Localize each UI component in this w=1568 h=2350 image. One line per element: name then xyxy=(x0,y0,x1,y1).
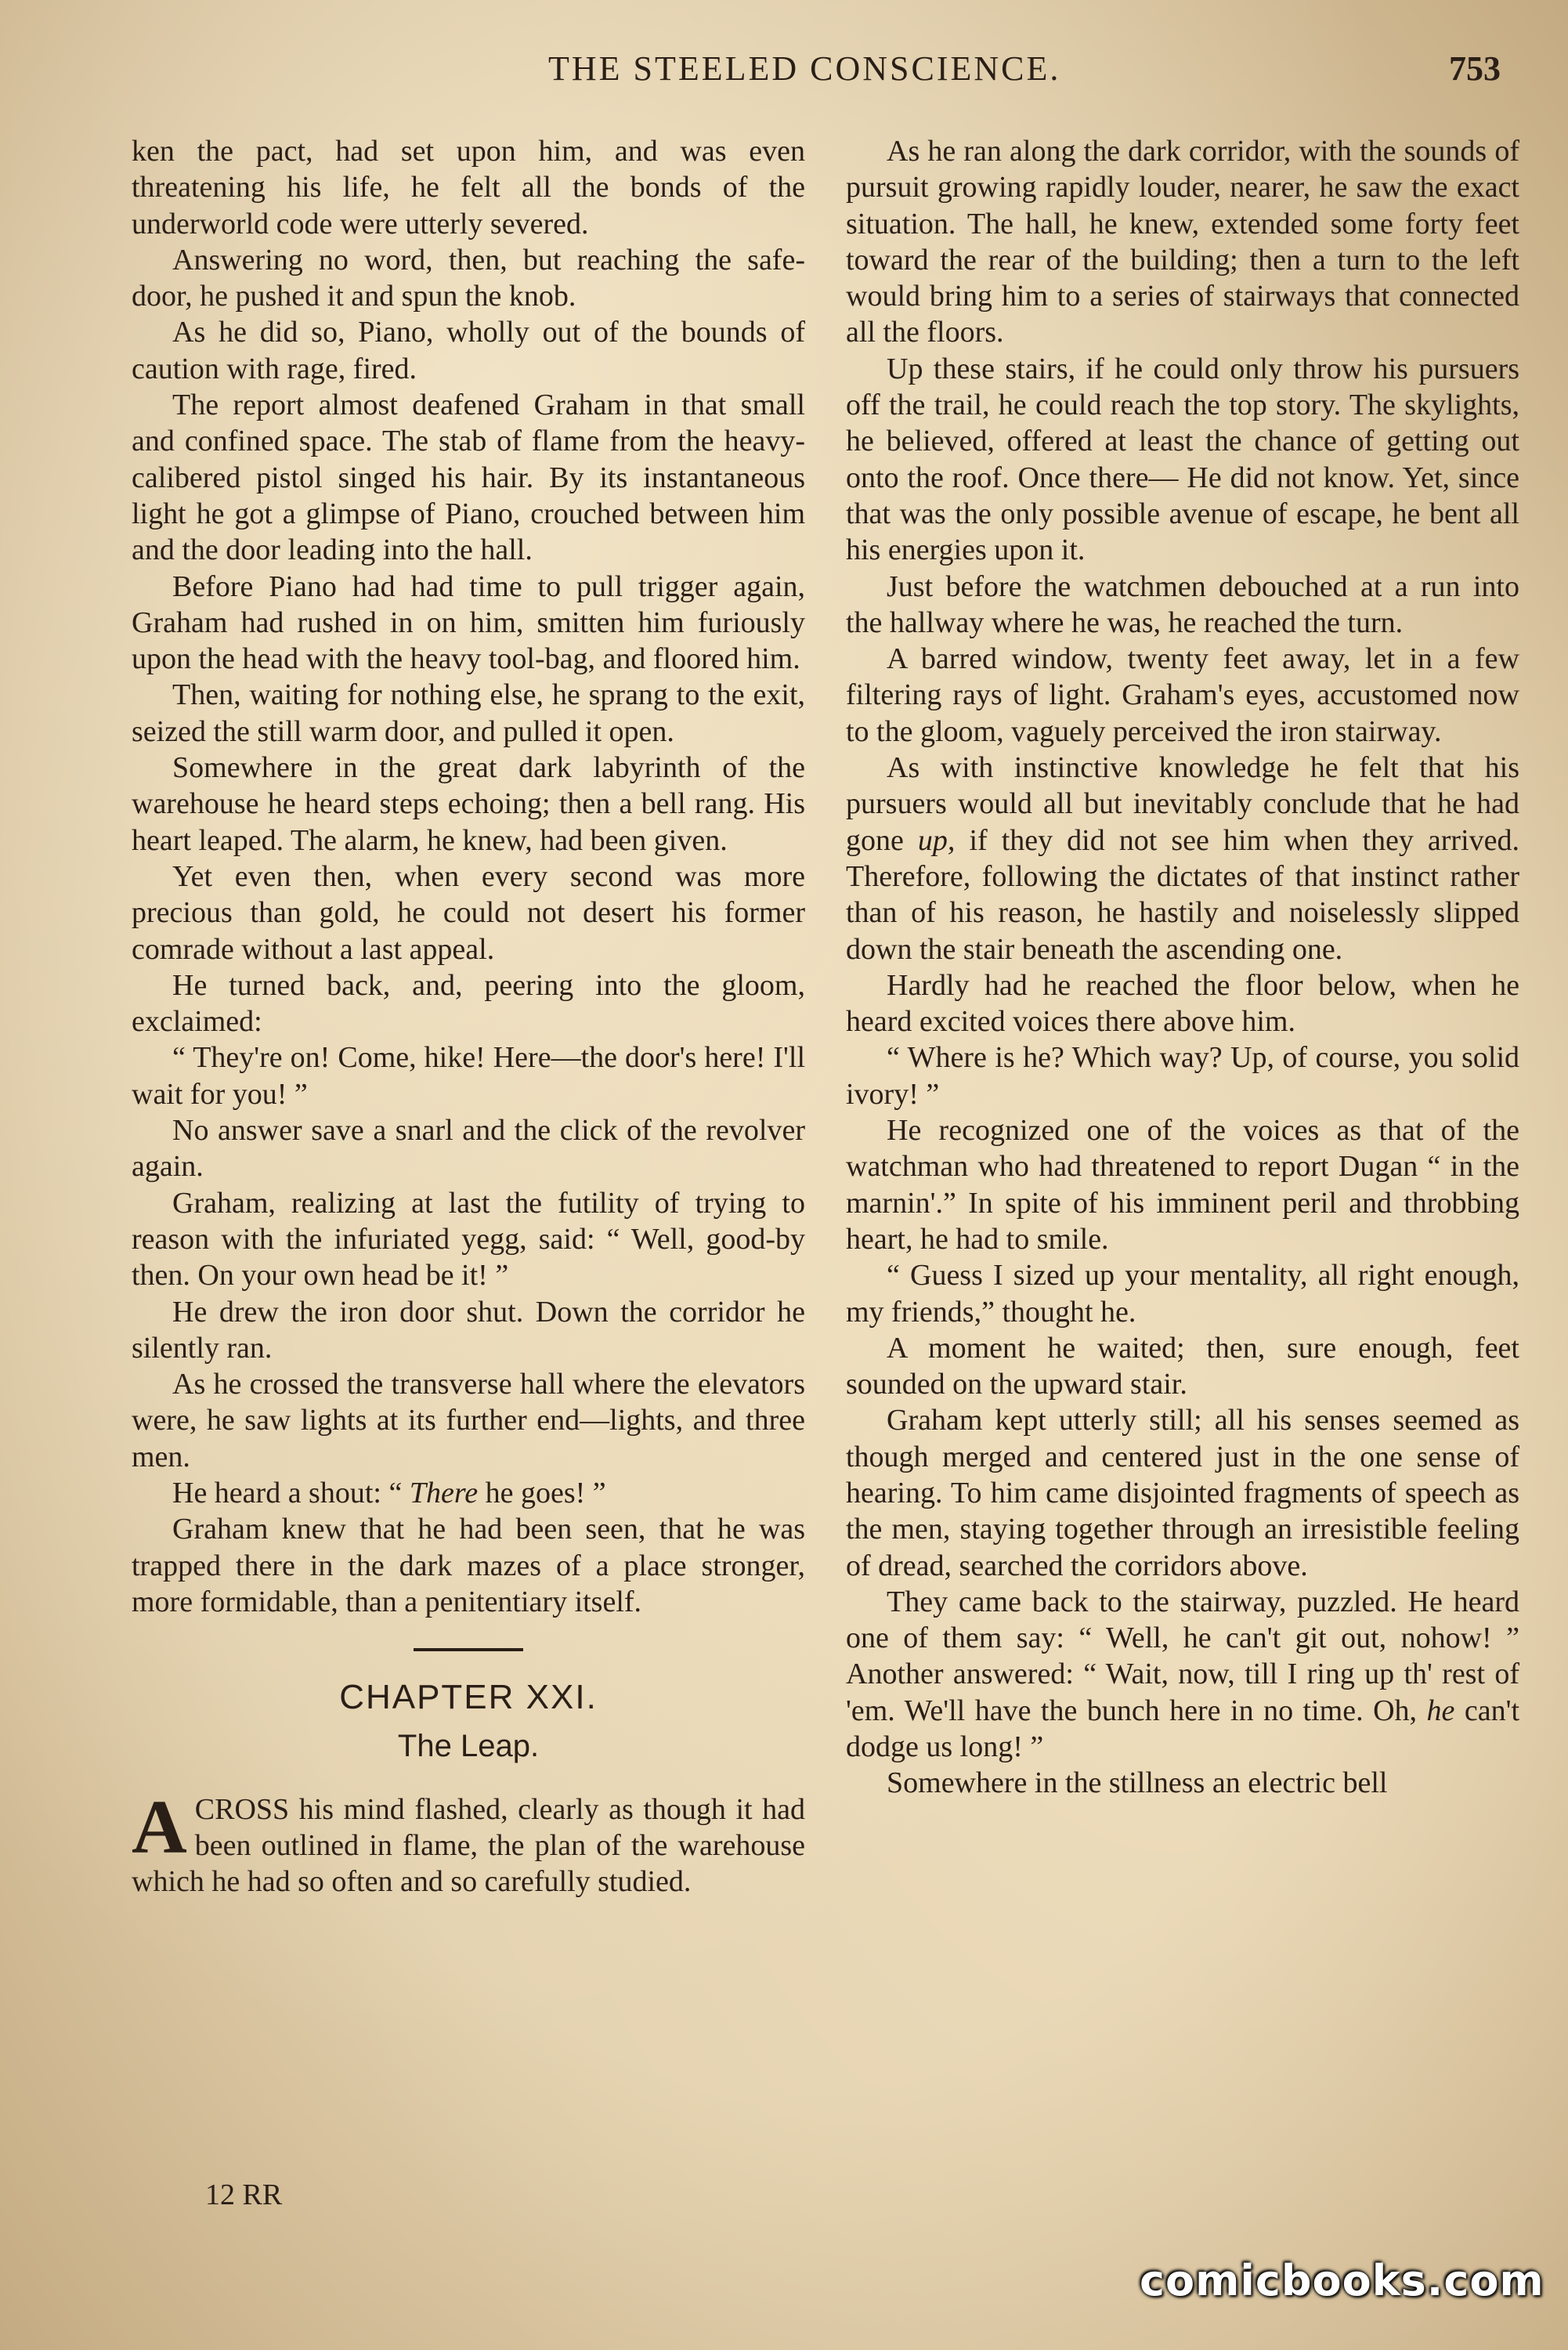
text-run: He heard a shout: “ xyxy=(172,1476,410,1509)
paragraph: Somewhere in the stillness an electric bell xyxy=(887,1766,1388,1800)
paragraph: Answering no word, then, but reaching the safe-door, he pushed it and spun the knob. xyxy=(132,243,805,313)
paragraph: He drew the iron door shut. Down the corridor he silently ran. xyxy=(132,1295,805,1365)
text-run: if they did not see him when they arrived. Therefore, following the dictates of that instinct rather than of his reason, he hastily and noiselessly slipped down the stair beneath the ascending one. xyxy=(846,823,1520,966)
paragraph: Graham knew that he had been seen, that he was trapped there in the dark mazes of a place stronger, more formidable, than a penitentiary itself. xyxy=(132,1513,805,1618)
paragraph: ken the pact, had set upon him, and was even threatening his life, he felt all the bonds of the underworld code were utterly severed. xyxy=(132,135,805,240)
paragraph: A barred window, twenty feet away, let in a few filtering rays of light. Graham's eyes, accustomed now to the gloom, vaguely perceived the iron stairway. xyxy=(846,642,1519,748)
chapter-title: The Leap. xyxy=(397,1729,540,1764)
paragraph: Then, waiting for nothing else, he sprang to the exit, seized the still warm door, and pulled it open. xyxy=(132,678,805,748)
paragraph: As he did so, Piano, wholly out of the bounds of caution with rage, fired. xyxy=(132,316,805,385)
paragraph: Yet even then, when every second was more precious than gold, he could not desert his former comrade without a last appeal. xyxy=(132,859,805,966)
chapter-heading: CHAPTER XXI. xyxy=(339,1678,598,1717)
left-column xyxy=(132,133,805,1900)
paragraph: As he ran along the dark corridor, with the sounds of pursuit growing rapidly louder, nearer, he saw the exact situation. The hall, he knew, extended some forty feet toward the rear of the building; then a turn to the left would bring him to a series of stairways that connected all the floors. xyxy=(846,135,1519,349)
dialogue-paragraph: “ They're on! Come, hike! Here—the door's here! I'll wait for you! ” xyxy=(132,1041,805,1111)
watermark: comicbooks.com xyxy=(1140,2256,1545,2305)
right-column xyxy=(846,133,1519,1802)
paragraph: He turned back, and, peering into the gloom, exclaimed: xyxy=(132,968,805,1039)
paragraph: A moment he waited; then, sure enough, feet sounded on the upward stair. xyxy=(846,1331,1519,1401)
text-run: he goes! ” xyxy=(478,1476,606,1509)
italic-text: he xyxy=(1426,1694,1455,1727)
drop-cap: A xyxy=(132,1784,187,1870)
paragraph: As he crossed the transverse hall where the elevators were, he saw lights at its further end—lights, and three men. xyxy=(132,1368,805,1473)
chapter-opening-paragraph xyxy=(132,1784,805,1900)
running-title: THE STEELED CONSCIENCE. xyxy=(548,49,1061,88)
running-head xyxy=(0,49,1568,103)
paragraph: Graham kept utterly still; all his senses seemed as though merged and centered just in the one sense of hearing. To him came disjointed fragments of speech as the men, staying together through an irresistible feeling of dread, searched the corridors above. xyxy=(846,1404,1519,1582)
text-run: As with instinctive knowledge he felt that his pursuers would all but inevitably conclude that he had gone xyxy=(846,751,1519,857)
dialogue-paragraph: “ Guess I sized up your mentality, all right enough, my friends,” thought he. xyxy=(846,1259,1519,1329)
page-number: 753 xyxy=(1449,49,1501,88)
italic-text: up, xyxy=(917,823,956,857)
paragraph: The report almost deafened Graham in that small and confined space. The stab of flame from the heavy-calibered pistol singed his hair. By its instantaneous light he got a glimpse of Piano, crouched between him and the door leading into the hall. xyxy=(132,389,805,567)
paragraph: Just before the watchmen debouched at a run into the hallway where he was, he reached the turn. xyxy=(846,569,1519,639)
paragraph: Somewhere in the great dark labyrinth of the warehouse he heard steps echoing; then a bell rang. His heart leaped. The alarm, he knew, had been given. xyxy=(132,751,805,857)
paragraph xyxy=(132,1475,805,1511)
paragraph: Before Piano had had time to pull trigger again, Graham had rushed in on him, smitten him furiously upon the head with the heavy tool-bag, and floored him. xyxy=(132,569,805,676)
paragraph: He recognized one of the voices as that of the watchman who had threatened to report Dugan “ in the marnin'.” In spite of his imminent peril and throbbing heart, he had to smile. xyxy=(846,1114,1519,1256)
section-divider xyxy=(414,1648,523,1651)
paragraph xyxy=(846,750,1519,967)
paragraph xyxy=(846,1584,1519,1765)
signature-mark: 12 RR xyxy=(205,2178,283,2211)
text-run: They came back to the stairway, puzzled. He heard one of them say: “ Well, he can't git out, nohow! ” Another answered: “ Wait, now, till I ring up th' rest of 'em. We'll have the bunch here in no time. Oh, xyxy=(846,1585,1519,1727)
paragraph: Graham, realizing at last the futility of trying to reason with the infuriated yegg, said: “ Well, good-by then. On your own head be it! ” xyxy=(132,1186,805,1292)
text-run: can't dodge us long! ” xyxy=(846,1694,1520,1764)
paragraph: Up these stairs, if he could only throw his pursuers off the trail, he could reach the top story. The skylights, he believed, offered at least the chance of getting out onto the roof. Once there— He did not know. Yet, since that was the only possible avenue of escape, he bent all his energies upon it. xyxy=(846,352,1519,567)
italic-text: There xyxy=(409,1476,479,1509)
paragraph: Hardly had he reached the floor below, when he heard excited voices there above him. xyxy=(846,968,1519,1039)
dialogue-paragraph: “ Where is he? Which way? Up, of course, you solid ivory! ” xyxy=(846,1041,1519,1111)
paragraph: No answer save a snarl and the click of the revolver again. xyxy=(132,1114,805,1184)
text-run: CROSS his mind flashed, clearly as though it had been outlined in flame, the plan of the warehouse which he had so often and so carefully studied. xyxy=(132,1792,805,1899)
